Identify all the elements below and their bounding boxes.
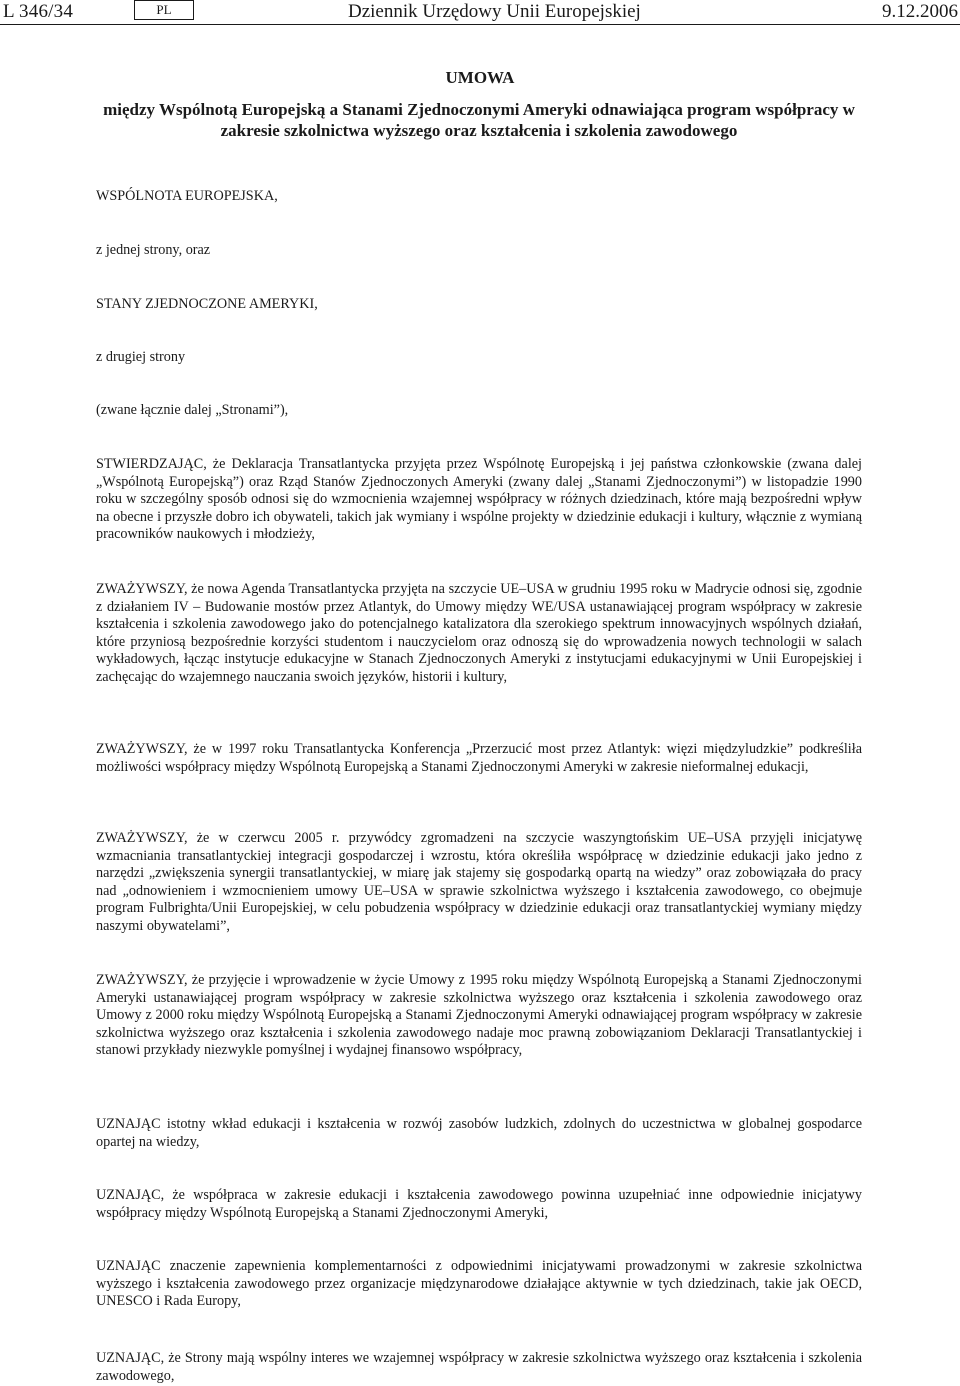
- party-eu-side: z jednej strony, oraz: [96, 242, 211, 258]
- document-subtitle: między Wspólnotą Europejską a Stanami Zjednoczonymi Ameryki odnawiająca program współpracy w zakresie szkolnictwa wyższego oraz kształcenia i szkolenia zawodowego: [103, 100, 855, 140]
- recital-paragraph: ZWAŻYWSZY, że nowa Agenda Transatlantycka przyjęta na szczycie UE–USA w grudniu 1995 roku w Madrycie odnosi się, zgodnie z działaniem IV – Budowanie mostów przez Atlantyk, do Umowy między WE/USA ustanawiającej program współpracy w zakresie kształcenia i szkolenia zawodowego jako do potencjalnego katalizatora dla szerokiego spektrum innowacyjnych wspólnych działań, które przyniosą bezpośrednie korzyści studentom i nauczycielom oraz odnoszą się do wprowadzenia nowych technologii w salach wykładowych, łącząc instytucje edukacyjne w Stanach Zjednoczonych Ameryki z instytucjami edukacyjnymi w Unii Europejskiej i zachęcając do wzajemnego nauczania swoich języków, historii i kultury,: [96, 581, 862, 685]
- recital-paragraph: STWIERDZAJĄC, że Deklaracja Transatlantycka przyjęta przez Wspólnotę Europejską i jej państwa członkowskie (zwana dalej „Wspólnotą Europejską”) oraz Rząd Stanów Zjednoczonych Ameryki (zwany dalej „Stanami Zjednoczonymi”) w listopadzie 1990 roku w szczególny sposób odnosi się do wzmocnienia wzajemnej współpracy w różnych dziedzinach, które mają bezpośredni wpływ na obecne i przyszłe dobro ich obywateli, takich jak wymiany i wspólne projekty w dziedzinie edukacji i kultury, włącznie z wymianą pracowników naukowych i młodzieży,: [96, 456, 862, 543]
- language-badge: PL: [134, 0, 194, 20]
- document-title: UMOWA: [445, 68, 515, 87]
- publication-date: 9.12.2006: [882, 1, 958, 22]
- recital-paragraph: UZNAJĄC, że współpraca w zakresie edukacji i kształcenia zawodowego powinna uzupełniać inne odpowiednie inicjatywy współpracy między Wspólnotą Europejską a Stanami Zjednoczonymi Ameryki,: [96, 1187, 862, 1221]
- party-eu: WSPÓLNOTA EUROPEJSKA,: [96, 188, 278, 204]
- header-divider: [0, 24, 960, 25]
- recital-paragraph: ZWAŻYWSZY, że w czerwcu 2005 r. przywódcy zgromadzeni na szczycie waszyngtońskim UE–USA przyjęli inicjatywę wzmacniania transatlantyckiej integracji gospodarczej i wzrostu, która określiła współpracę w dziedzinie edukacji jako jedno z narzędzi „zwiększenia synergii transatlantyckiej, w miarę jak stajemy się gospodarką opartą na wiedzy” oraz zobowiązała do pracy nad „odnowieniem i wzmocnieniem umowy UE–USA w sprawie szkolnictwa wyższego i kształcenia zawodowego, co obejmuje program Fulbrighta/Unii Europejskiej, w celu pobudzenia współpracy w dziedzinie edukacji oraz transatlantyckiej wymiany między naszymi obywatelami”,: [96, 830, 862, 934]
- recital-paragraph: UZNAJĄC, że Strony mają wspólny interes we wzajemnej współpracy w zakresie szkolnictwa wyższego oraz kształcenia i szkolenia zawodowego,: [96, 1350, 862, 1384]
- journal-title: Dziennik Urzędowy Unii Europejskiej: [348, 1, 641, 22]
- parties-definition: (zwane łącznie dalej „Stronami”),: [96, 402, 289, 418]
- party-us-side: z drugiej strony: [96, 349, 186, 365]
- party-us: STANY ZJEDNOCZONE AMERYKI,: [96, 296, 318, 312]
- recital-paragraph: UZNAJĄC istotny wkład edukacji i kształcenia w rozwój zasobów ludzkich, zdolnych do uczestnictwa w globalnej gospodarce opartej na wiedzy,: [96, 1116, 862, 1150]
- page-reference: L 346/34: [3, 1, 74, 22]
- page-header: [0, 0, 960, 24]
- recital-paragraph: UZNAJĄC znaczenie zapewnienia komplementarności z odpowiednimi inicjatywami prowadzonymi w zakresie szkolnictwa wyższego i kształcenia zawodowego przez organizacje międzynarodowe działające aktywnie w tych dziedzinach, takie jak OECD, UNESCO i Rada Europy,: [96, 1258, 862, 1310]
- recital-paragraph: ZWAŻYWSZY, że przyjęcie i wprowadzenie w życie Umowy z 1995 roku między Wspólnotą Europejską a Stanami Zjednoczonymi Ameryki ustanawiającej program współpracy w zakresie szkolnictwa wyższego oraz kształcenia i szkolenia zawodowego oraz Umowy z 2000 roku między Wspólnotą Europejską a Stanami Zjednoczonymi Ameryki odnawiającej program współpracy w zakresie szkolnictwa wyższego oraz kształcenia i szkolenia zawodowego nadaje moc prawną zobowiązaniom Deklaracji Transatlantyckiej i stanowi przykłady niezwykle pomyślnej i wydajnej finansowo współpracy,: [96, 972, 862, 1059]
- recital-paragraph: ZWAŻYWSZY, że w 1997 roku Transatlantycka Konferencja „Przerzucić most przez Atlantyk: więzi międzyludzkie” podkreśliła możliwości współpracy między Wspólnotą Europejską a Stanami Zjednoczonymi Ameryki w zakresie nieformalnej edukacji,: [96, 741, 862, 775]
